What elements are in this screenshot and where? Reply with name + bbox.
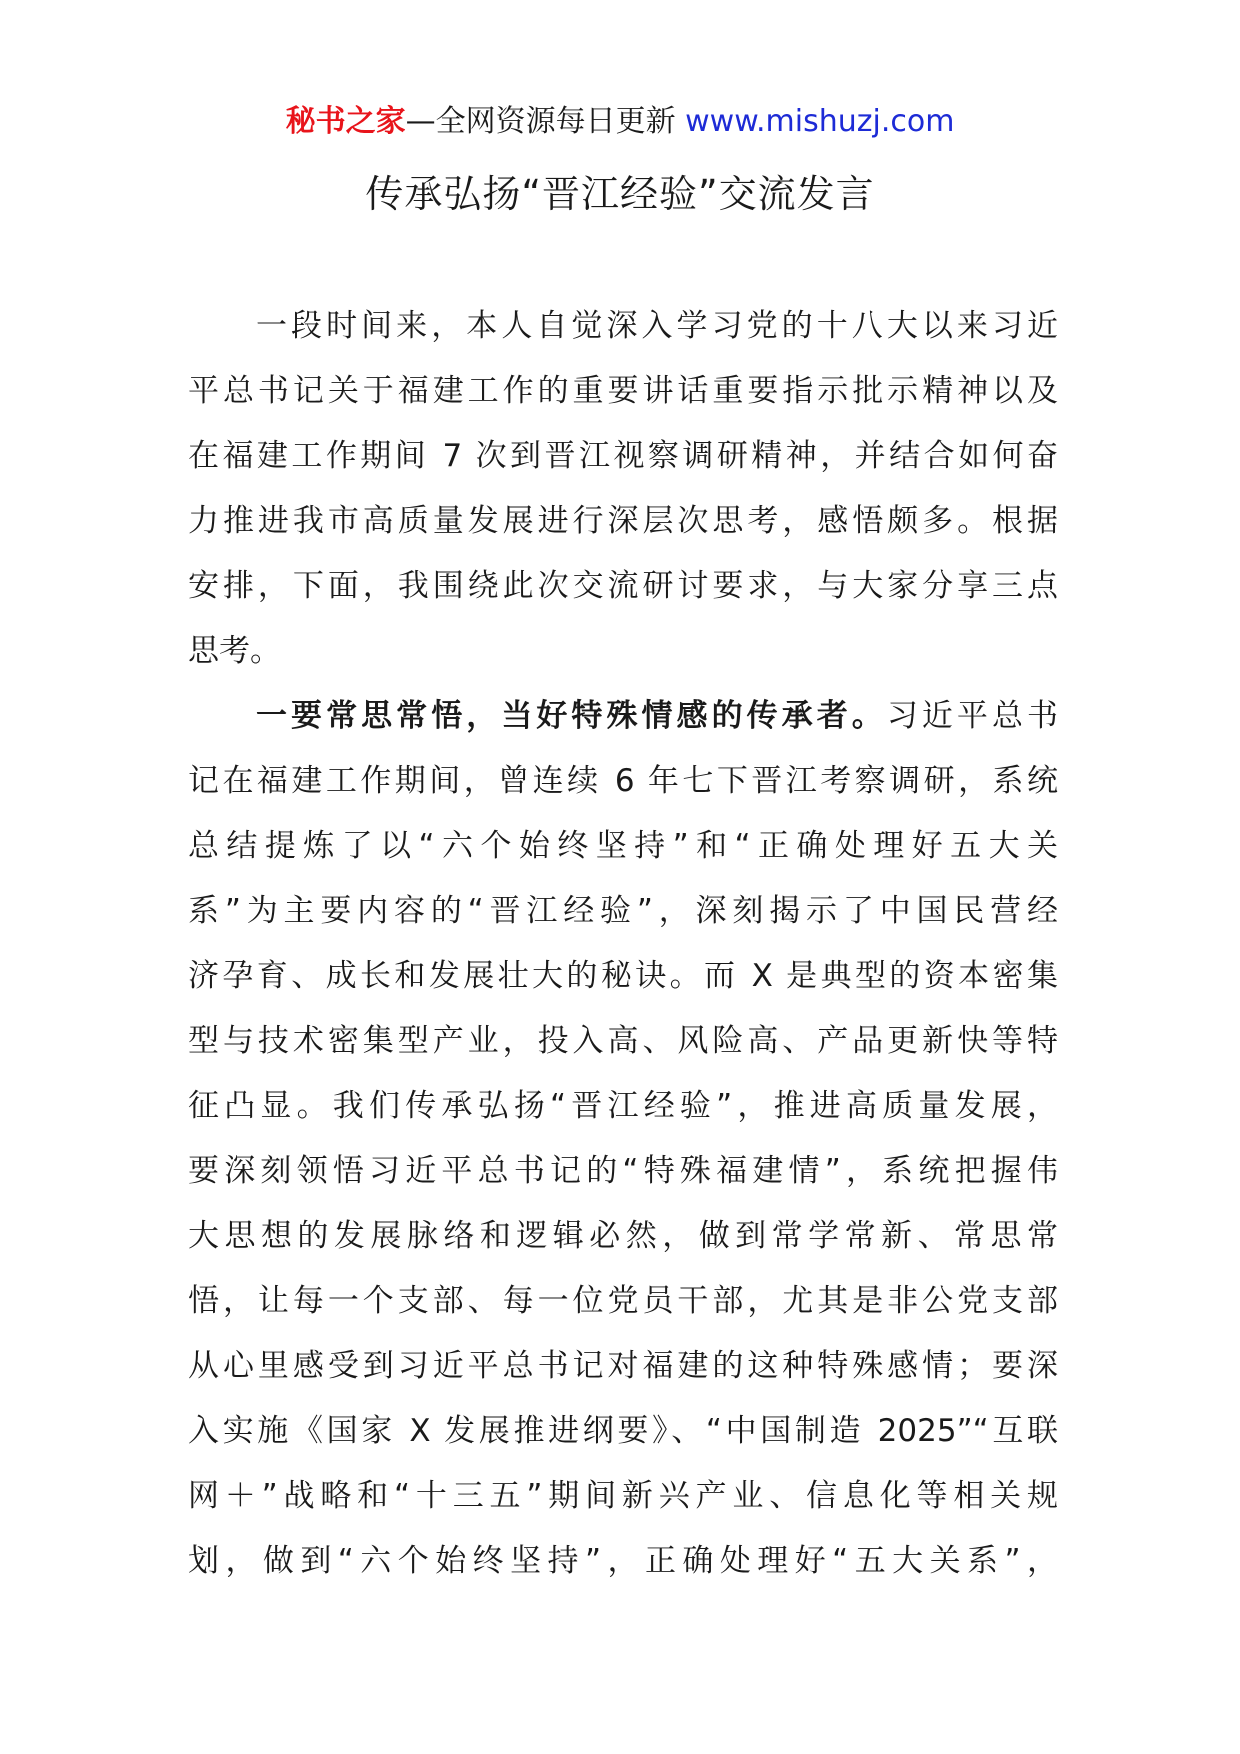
site-url-link[interactable]: www.mishuzj.com: [685, 104, 955, 139]
text-line: 思考。: [188, 633, 281, 669]
text-line: 系”为主要内容的“晋江经验”，深刻揭示了中国民营经: [188, 893, 1058, 929]
text-line: 大思想的发展脉络和逻辑必然，做到常学常新、常思常: [188, 1218, 1058, 1254]
text-line: 从心里感受到习近平总书记对福建的这种特殊感情；要深: [188, 1348, 1058, 1384]
site-header: [0, 100, 1240, 144]
site-tagline: —全网资源每日更新: [405, 104, 676, 139]
text-line: 记在福建工作期间，曾连续 6 年七下晋江考察调研，系统: [188, 763, 1058, 799]
paragraph-point-one: [188, 684, 1058, 1594]
site-brand: 秘书之家: [285, 104, 406, 139]
text-line: 总结提炼了以“六个始终坚持”和“正确处理好五大关: [188, 828, 1058, 864]
text-line: 网＋”战略和“十三五”期间新兴产业、信息化等相关规: [188, 1478, 1058, 1514]
text-line: 一段时间来，本人自觉深入学习党的十八大以来习近: [256, 308, 1058, 344]
text-line: 平总书记关于福建工作的重要讲话重要指示批示精神以及: [188, 373, 1058, 409]
text-line: 安排，下面，我围绕此次交流研讨要求，与大家分享三点: [188, 568, 1058, 604]
document-title: 传承弘扬“晋江经验”交流发言: [365, 172, 875, 216]
text-line: 征凸显。我们传承弘扬“晋江经验”，推进高质量发展，: [188, 1088, 1058, 1124]
paragraph-lead-heading: 一要常思常悟，当好特殊情感的传承者。: [256, 698, 887, 734]
text-line: 要深刻领悟习近平总书记的“特殊福建情”，系统把握伟: [188, 1153, 1058, 1189]
text-line: 悟，让每一个支部、每一位党员干部，尤其是非公党支部: [188, 1283, 1058, 1319]
document-body: [188, 294, 1058, 1594]
paragraph-intro: [188, 294, 1058, 684]
text-line: 入实施《国家 X 发展推进纲要》、“中国制造 2025”“互联: [188, 1413, 1058, 1449]
text-run: 习近平总书: [886, 698, 1059, 734]
text-line: 在福建工作期间 7 次到晋江视察调研精神，并结合如何奋: [188, 438, 1058, 474]
text-line: 济孕育、成长和发展壮大的秘诀。而 X 是典型的资本密集: [188, 958, 1058, 994]
text-line: [188, 684, 1058, 749]
text-line: 划，做到“六个始终坚持”，正确处理好“五大关系”，: [188, 1543, 1058, 1579]
text-line: 力推进我市高质量发展进行深层次思考，感悟颇多。根据: [188, 503, 1058, 539]
text-line: 型与技术密集型产业，投入高、风险高、产品更新快等特: [188, 1023, 1058, 1059]
